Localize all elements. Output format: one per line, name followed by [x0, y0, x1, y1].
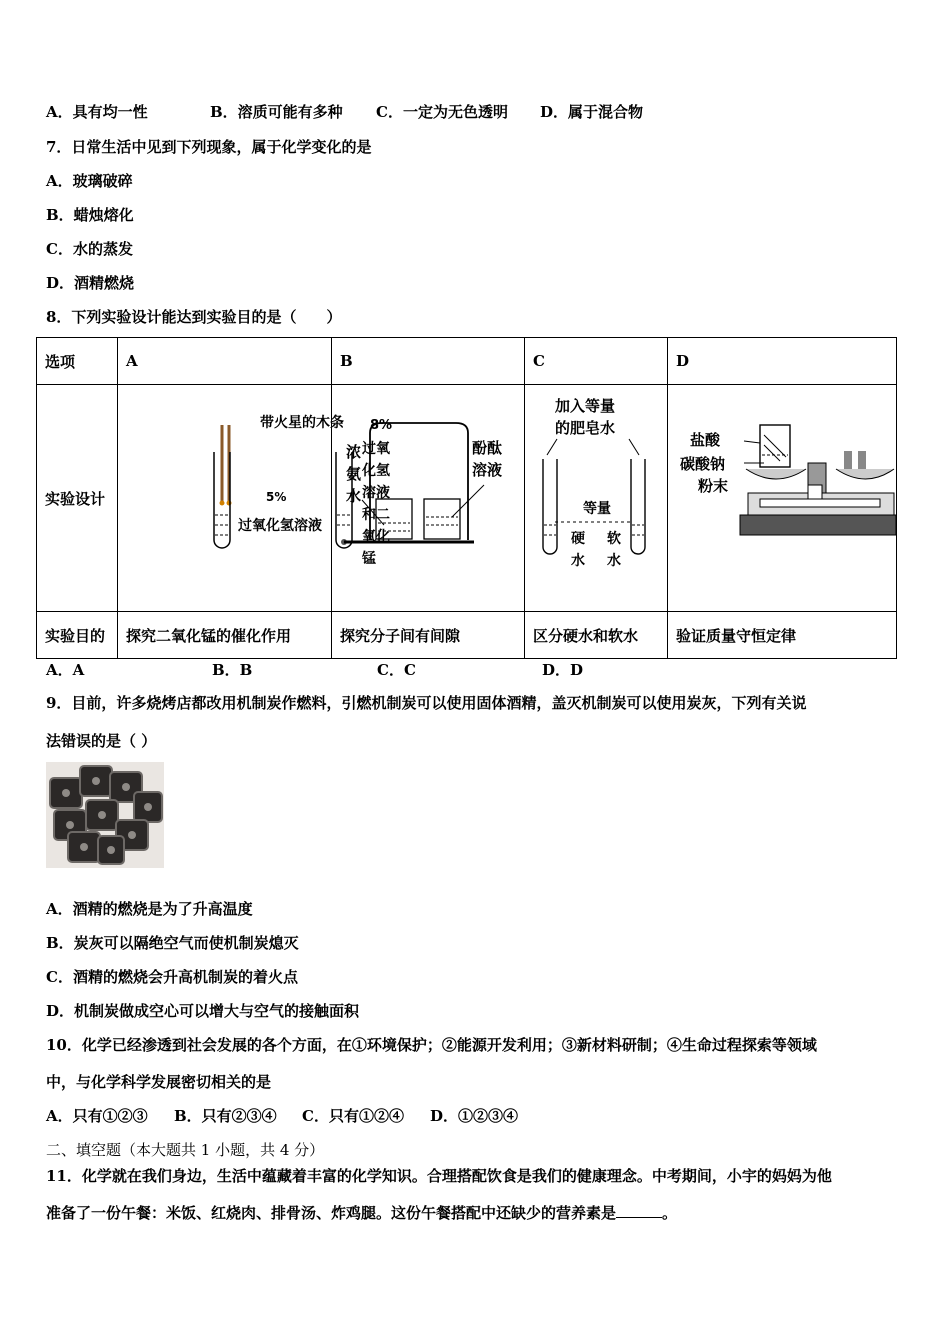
q10-option-d: D．①②③④: [430, 1107, 519, 1125]
diagram-c: [525, 385, 668, 612]
sol-left: 过氧化氢溶液: [238, 518, 322, 534]
purpose-b: 探究分子间有间隙: [332, 612, 525, 659]
q8-option-c: C．C: [377, 661, 416, 679]
design-label: 实验设计: [37, 385, 118, 612]
sol-right-1: 过氧: [362, 441, 390, 457]
q6-option-c: C．一定为无色透明: [376, 103, 508, 121]
hard-2: 水: [571, 553, 585, 569]
header-a: A: [118, 338, 332, 385]
q8-option-b: B．B: [212, 661, 253, 679]
purpose-a: 探究二氧化锰的催化作用: [118, 612, 332, 659]
ammonia-2: 氨: [346, 465, 362, 483]
sol-right-5: 氧化: [362, 529, 390, 545]
sol-right-2: 化氢: [362, 463, 390, 479]
powder-label: 粉末: [698, 477, 729, 495]
sol-right-4: 和二: [362, 507, 390, 523]
charcoal-image: [46, 762, 164, 868]
purpose-d: 验证质量守恒定律: [668, 612, 897, 659]
q8-option-d: D．D: [542, 661, 584, 679]
q10-option-b: B．只有②③④: [174, 1107, 277, 1125]
q6-option-d: D．属于混合物: [540, 103, 644, 121]
q6-option-b: B．溶质可能有多种: [210, 103, 343, 121]
catalyst-experiment-diagram: [118, 385, 393, 607]
q9-stem-1: 9．目前，许多烧烤店都改用机制炭作燃料，引燃机制炭可以使用固体酒精，盖灭机制炭可以使用炭灰，下列有关说: [46, 694, 807, 712]
q9-option-a: A．酒精的燃烧是为了升高温度: [46, 900, 253, 918]
ammonia-3: 水: [346, 487, 362, 505]
soft-2: 水: [607, 553, 621, 569]
q9-option-b: B．炭灰可以隔绝空气而使机制炭熄灭: [46, 934, 299, 952]
hard-1: 硬: [571, 531, 585, 547]
q10-option-a: A．只有①②③: [46, 1107, 148, 1125]
header-option: 选项: [37, 338, 118, 385]
purpose-label: 实验目的: [37, 612, 118, 659]
sol-right-6: 锰: [362, 551, 376, 567]
q9-option-c: C．酒精的燃烧会升高机制炭的着火点: [46, 968, 298, 986]
hard-soft-water-diagram: [525, 385, 667, 607]
q9-option-d: D．机制炭做成空心可以增大与空气的接触面积: [46, 1002, 360, 1020]
pct-left: 5%: [266, 490, 287, 504]
phenol-1: 酚酞: [472, 439, 503, 457]
diagram-b: [332, 385, 525, 612]
q11-line-1: 11．化学就在我们身边，生活中蕴藏着丰富的化学知识。合理搭配饮食是我们的健康理念。中考期间，小宇的妈妈为他: [46, 1167, 832, 1185]
q7-stem: 7．日常生活中见到下列现象，属于化学变化的是: [46, 138, 372, 156]
q8-stem: 8．下列实验设计能达到实验目的是（ ）: [46, 308, 342, 326]
q7-option-d: D．酒精燃烧: [46, 274, 135, 292]
header-b: B: [332, 338, 525, 385]
q11-line-2-text: 准备了一份午餐：米饭、红烧肉、排骨汤、炸鸡腿。这份午餐搭配中还缺少的营养素是: [46, 1204, 617, 1222]
stick-label: 带火星的木条: [260, 415, 344, 431]
q8-option-a: A．A: [46, 661, 85, 679]
q10-options: [46, 1105, 518, 1126]
q10-stem-2: 中，与化学科学发展密切相关的是: [46, 1073, 272, 1091]
q10-option-c: C．只有①②④: [302, 1107, 404, 1125]
q6-option-a: A．具有均一性: [46, 103, 148, 121]
phenol-2: 溶液: [472, 461, 503, 479]
q11-line-2: [46, 1202, 677, 1223]
soft-1: 软: [607, 531, 621, 547]
header-c: C: [525, 338, 668, 385]
purpose-c: 区分硬水和软水: [525, 612, 668, 659]
carbonate-label: 碳酸钠: [680, 455, 726, 473]
acid-label: 盐酸: [690, 431, 721, 449]
pct-right: 8%: [370, 418, 393, 433]
diagram-a: [118, 385, 393, 612]
sol-right-3: 溶液: [362, 485, 390, 501]
q10-stem-1: 10．化学已经渗透到社会发展的各个方面，在①环境保护；②能源开发利用；③新材料研制；④生命过程探索等领域: [46, 1036, 817, 1054]
q7-option-c: C．水的蒸发: [46, 240, 133, 258]
diagram-d: [668, 385, 897, 612]
ammonia-1: 浓: [346, 443, 362, 461]
q7-option-b: B．蜡烛熔化: [46, 206, 134, 224]
q7-option-a: A．玻璃破碎: [46, 172, 133, 190]
q6-options: [46, 101, 643, 122]
mass-conservation-diagram: [668, 385, 896, 607]
equal-label: 等量: [583, 501, 611, 517]
q8-table: [36, 337, 897, 659]
header-d: D: [668, 338, 897, 385]
q9-stem-2: 法错误的是（ ）: [46, 732, 157, 750]
q11-line-2-end: 。: [662, 1204, 678, 1222]
molecule-gap-diagram: [332, 385, 524, 607]
section-2-heading: 二、填空题（本大题共 1 小题，共 4 分）: [46, 1141, 325, 1159]
soap-2: 的肥皂水: [555, 419, 616, 437]
answer-blank[interactable]: [616, 1203, 662, 1218]
q8-options: [46, 659, 583, 680]
soap-1: 加入等量: [555, 397, 616, 415]
